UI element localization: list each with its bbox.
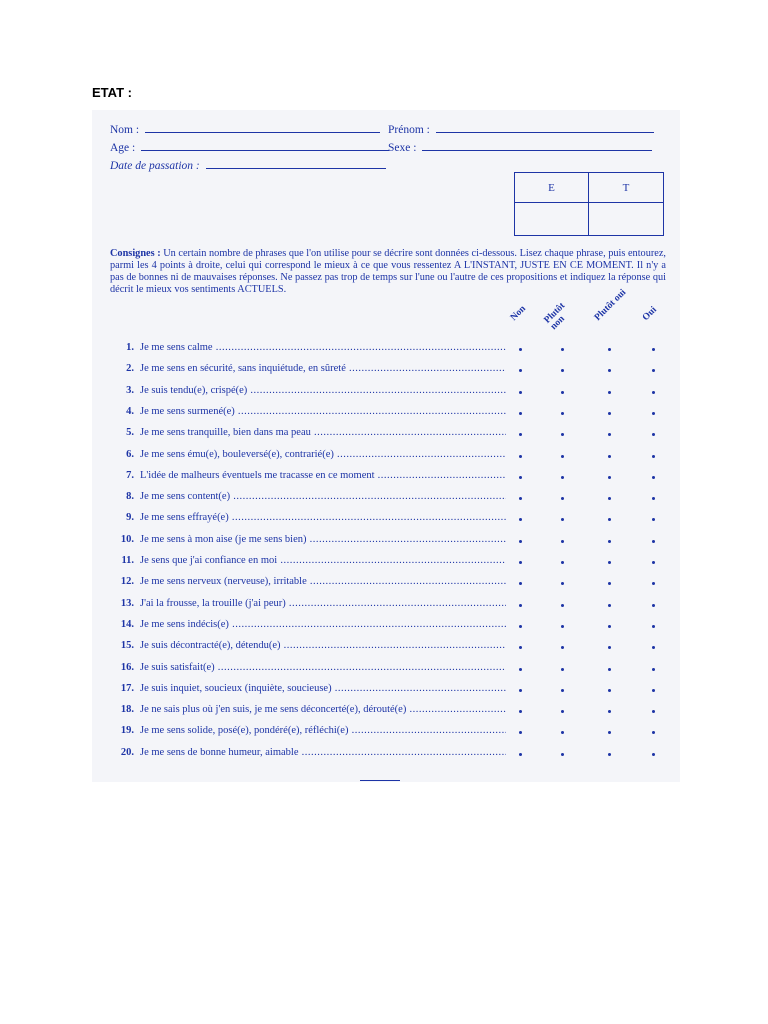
sexe-field[interactable] (388, 142, 652, 154)
list-item (110, 555, 670, 571)
instructions-label: Consignes : (110, 248, 161, 259)
score-t-label: T (589, 173, 663, 203)
response-dot-plutot-oui[interactable] (608, 455, 611, 458)
response-dot-plutot-non[interactable] (561, 561, 564, 564)
date-line[interactable] (206, 168, 386, 169)
item-text: Je suis satisfait(e) ..... (140, 662, 506, 673)
response-dot-plutot-oui[interactable] (608, 391, 611, 394)
nom-line[interactable] (145, 132, 380, 133)
item-number: 3. (126, 384, 134, 396)
response-dot-plutot-non[interactable] (561, 646, 564, 649)
response-dot-plutot-oui[interactable] (608, 433, 611, 436)
response-dot-plutot-oui[interactable] (608, 625, 611, 628)
response-dot-oui[interactable] (652, 433, 655, 436)
item-number: 1. (126, 342, 134, 353)
list-item (110, 683, 670, 699)
response-dot-plutot-oui[interactable] (608, 369, 611, 372)
list-item (110, 640, 670, 656)
list-item (110, 363, 670, 379)
item-text: Je me sens calme ..... (140, 342, 506, 353)
response-dot-non[interactable] (519, 518, 522, 521)
item-text: Je ne sais plus où j'en suis, je me sens déconcerté(e), dérouté(e) ..... (140, 704, 506, 715)
list-item (110, 747, 670, 763)
item-text: Je suis inquiet, soucieux (inquiète, soucieuse) ..... (140, 683, 506, 694)
item-text: Je me sens en sécurité, sans inquiétude, en sûreté ..... (140, 363, 506, 374)
response-dot-oui[interactable] (652, 731, 655, 734)
response-dot-oui[interactable] (652, 582, 655, 585)
date-field[interactable] (110, 160, 386, 172)
response-dot-plutot-non[interactable] (561, 540, 564, 543)
item-number: 7. (126, 469, 134, 481)
response-dot-plutot-oui[interactable] (608, 604, 611, 607)
page-heading: ETAT : (92, 85, 132, 100)
list-item (110, 449, 670, 465)
response-dot-plutot-oui[interactable] (608, 561, 611, 564)
response-dot-oui[interactable] (652, 561, 655, 564)
response-dot-oui[interactable] (652, 497, 655, 500)
response-dot-plutot-non[interactable] (561, 731, 564, 734)
date-label: Date de passation : (110, 160, 200, 172)
item-text: Je sens que j'ai confiance en moi ..... (140, 555, 506, 566)
item-text: Je me sens à mon aise (je me sens bien) ..... (140, 534, 506, 545)
response-dot-oui[interactable] (652, 753, 655, 756)
list-item (110, 427, 670, 443)
response-dot-plutot-non[interactable] (561, 689, 564, 692)
response-dot-non[interactable] (519, 753, 522, 756)
response-dot-oui[interactable] (652, 604, 655, 607)
response-dot-non[interactable] (519, 497, 522, 500)
response-dot-non[interactable] (519, 391, 522, 394)
item-number: 18. (120, 704, 134, 716)
instructions (110, 248, 666, 296)
response-dot-plutot-oui[interactable] (608, 412, 611, 415)
response-dot-oui[interactable] (652, 540, 655, 543)
response-dot-plutot-non[interactable] (561, 412, 564, 415)
prenom-line[interactable] (436, 132, 654, 133)
list-item (110, 512, 670, 528)
item-number: 6. (126, 448, 134, 460)
list-item (110, 406, 670, 422)
response-dot-plutot-non[interactable] (561, 668, 564, 671)
list-item (110, 534, 670, 550)
response-dot-plutot-non[interactable] (561, 497, 564, 500)
item-number: 8. (126, 491, 134, 503)
response-dot-non[interactable] (519, 582, 522, 585)
response-dot-plutot-non[interactable] (561, 369, 564, 372)
response-dot-non[interactable] (519, 646, 522, 649)
response-dot-plutot-oui[interactable] (608, 497, 611, 500)
score-e-cell[interactable] (515, 203, 589, 235)
list-item (110, 342, 670, 358)
item-text: L'idée de malheurs éventuels me tracasse en ce moment ..... (140, 470, 506, 481)
response-dot-non[interactable] (519, 561, 522, 564)
response-dot-oui[interactable] (652, 668, 655, 671)
response-dot-non[interactable] (519, 540, 522, 543)
column-plutot-non: Plutôt non (542, 301, 568, 332)
response-dot-plutot-oui[interactable] (608, 710, 611, 713)
response-dot-oui[interactable] (652, 412, 655, 415)
item-number: 12. (120, 576, 134, 588)
response-dot-plutot-non[interactable] (561, 625, 564, 628)
column-oui: Oui (640, 305, 659, 323)
sexe-label: Sexe : (388, 142, 417, 154)
response-dot-non[interactable] (519, 668, 522, 671)
item-number: 9. (126, 512, 134, 524)
score-t-cell[interactable] (589, 203, 663, 235)
response-dot-plutot-oui[interactable] (608, 753, 611, 756)
response-dot-non[interactable] (519, 455, 522, 458)
response-dot-non[interactable] (519, 625, 522, 628)
item-number: 5. (126, 427, 134, 439)
response-dot-plutot-oui[interactable] (608, 582, 611, 585)
list-item (110, 576, 670, 592)
response-dot-plutot-non[interactable] (561, 518, 564, 521)
response-dot-non[interactable] (519, 604, 522, 607)
response-dot-non[interactable] (519, 476, 522, 479)
response-dot-plutot-non[interactable] (561, 582, 564, 585)
bottom-mark (360, 780, 400, 781)
response-dot-oui[interactable] (652, 689, 655, 692)
item-text: Je me sens de bonne humeur, aimable ..... (140, 747, 506, 758)
list-item (110, 704, 670, 720)
item-text: Je suis décontracté(e), détendu(e) ..... (140, 640, 506, 651)
list-item (110, 470, 670, 486)
list-item (110, 662, 670, 678)
response-dot-plutot-non[interactable] (561, 476, 564, 479)
response-dot-non[interactable] (519, 710, 522, 713)
item-text: Je me sens tranquille, bien dans ma peau ..... (140, 427, 506, 438)
age-line[interactable] (141, 150, 389, 151)
response-dot-plutot-oui[interactable] (608, 646, 611, 649)
item-number: 17. (120, 682, 134, 694)
response-dot-oui[interactable] (652, 369, 655, 372)
prenom-label: Prénom : (388, 124, 430, 136)
response-dot-plutot-non[interactable] (561, 753, 564, 756)
age-label: Age : (110, 142, 136, 154)
response-dot-plutot-non[interactable] (561, 348, 564, 351)
list-item (110, 491, 670, 507)
item-number: 15. (120, 640, 134, 652)
response-dot-plutot-oui[interactable] (608, 518, 611, 521)
item-text: J'ai la frousse, la trouille (j'ai peur) ..... (140, 598, 506, 609)
item-number: 13. (120, 597, 134, 609)
column-plutot-oui: Plutôt oui (592, 287, 629, 323)
item-number: 19. (120, 725, 134, 737)
age-field[interactable] (110, 142, 389, 154)
questionnaire-scan (92, 110, 680, 782)
response-dot-oui[interactable] (652, 348, 655, 351)
score-e-label: E (515, 173, 589, 203)
response-dot-plutot-oui[interactable] (608, 476, 611, 479)
response-dot-plutot-oui[interactable] (608, 689, 611, 692)
response-dot-plutot-non[interactable] (561, 455, 564, 458)
item-text: Je me sens surmené(e) ..... (140, 406, 506, 417)
response-dot-plutot-non[interactable] (561, 433, 564, 436)
response-dot-oui[interactable] (652, 391, 655, 394)
response-dot-plutot-non[interactable] (561, 710, 564, 713)
nom-label: Nom : (110, 124, 140, 136)
response-dot-oui[interactable] (652, 455, 655, 458)
item-text: Je me sens effrayé(e) ..... (140, 512, 506, 523)
item-number: 2. (126, 363, 134, 375)
list-item (110, 385, 670, 401)
response-dot-oui[interactable] (652, 625, 655, 628)
response-dot-oui[interactable] (652, 476, 655, 479)
item-number: 20. (120, 746, 134, 758)
response-dot-oui[interactable] (652, 710, 655, 713)
item-number: 4. (126, 405, 134, 417)
response-dot-non[interactable] (519, 731, 522, 734)
column-non: Non (508, 303, 528, 323)
response-dot-oui[interactable] (652, 518, 655, 521)
response-dot-plutot-non[interactable] (561, 391, 564, 394)
list-item (110, 725, 670, 741)
score-box (514, 172, 664, 236)
instructions-text: Un certain nombre de phrases que l'on utilise pour se décrire sont données ci-dessous. Lisez chaque phrase, puis entourez, parmi les 4 points à droite, celui qui correspond le mieux à ce que vous ressentez A L'INSTANT, JUSTE EN CE MOMENT. Il n'y a pas de bonnes ni de mauvaises réponses. Ne passez pas trop de temps sur l'une ou l'autre de ces propositions et indiquez la réponse qui décrit le mieux vos sentiments ACTUELS. (110, 248, 667, 295)
item-text: Je me sens nerveux (nerveuse), irritable ..... (140, 576, 506, 587)
item-text: Je suis tendu(e), crispé(e) ..... (140, 385, 506, 396)
response-dot-plutot-oui[interactable] (608, 540, 611, 543)
item-text: Je me sens solide, posé(e), pondéré(e), réfléchi(e) ..... (140, 725, 506, 736)
item-number: 14. (120, 618, 134, 630)
item-number: 11. (121, 555, 134, 566)
response-dot-plutot-oui[interactable] (608, 731, 611, 734)
response-dot-plutot-non[interactable] (561, 604, 564, 607)
list-item (110, 619, 670, 635)
item-text: Je me sens indécis(e) ..... (140, 619, 506, 630)
response-dot-oui[interactable] (652, 646, 655, 649)
item-text: Je me sens content(e) ..... (140, 491, 506, 502)
list-item (110, 598, 670, 614)
response-dot-non[interactable] (519, 348, 522, 351)
response-dot-non[interactable] (519, 412, 522, 415)
prenom-field[interactable] (388, 124, 654, 136)
item-number: 16. (120, 661, 134, 673)
response-dot-non[interactable] (519, 433, 522, 436)
response-dot-plutot-oui[interactable] (608, 348, 611, 351)
response-dot-non[interactable] (519, 689, 522, 692)
item-text: Je me sens ému(e), bouleversé(e), contrarié(e) ..... (140, 449, 506, 460)
item-number: 10. (120, 533, 134, 545)
response-dot-plutot-oui[interactable] (608, 668, 611, 671)
response-dot-non[interactable] (519, 369, 522, 372)
nom-field[interactable] (110, 124, 380, 136)
sexe-line[interactable] (422, 150, 652, 151)
